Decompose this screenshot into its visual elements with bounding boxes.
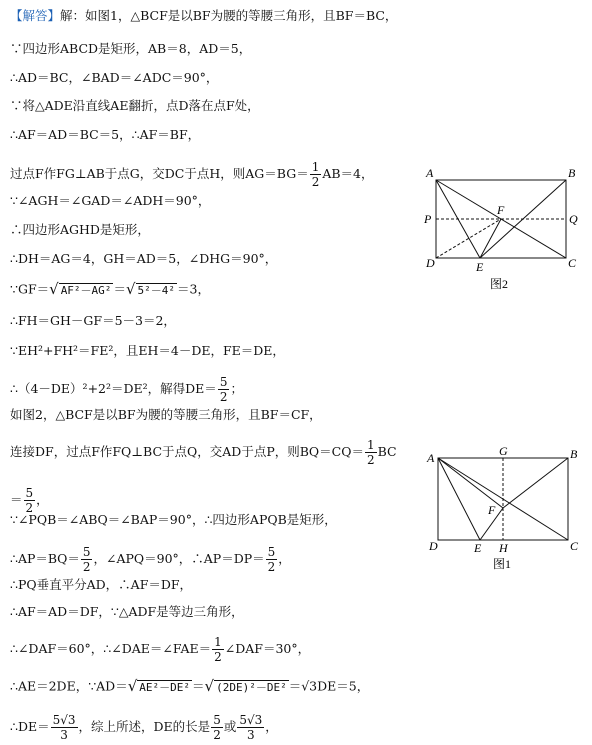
numerator: 5 (267, 545, 276, 559)
line-text: ∴AP＝BQ＝ (10, 551, 80, 566)
line-text: ∴AF＝AD＝DF，∵△ADF是等边三角形， (10, 604, 244, 619)
line-ae (436, 180, 480, 258)
numerator: 1 (214, 635, 222, 649)
line-text: 解：如图1，△BCF是以BF为腰的等腰三角形，且BF＝BC， (60, 8, 398, 23)
label-a: A (426, 166, 434, 180)
numerator: 5√3 (52, 713, 76, 727)
line-text: ∠DAF＝30°， (224, 641, 311, 656)
radical-sign: √ (204, 677, 215, 695)
line-fe-fig1 (480, 508, 503, 540)
solution-line (10, 635, 310, 664)
line-text: ＝√3DE＝5， (288, 678, 370, 694)
line-text: 过点F作FG⊥AB于点G，交DC于点H，则AG＝BG＝ (10, 166, 309, 181)
line-text: ∵四边形ABCD是矩形，AB＝8，AD＝5， (10, 41, 252, 56)
line-text: ＝ (192, 678, 205, 694)
line-ae-fig1 (438, 458, 480, 540)
line-text: ， (36, 492, 49, 507)
solution-line (10, 577, 192, 593)
square-root (128, 678, 192, 696)
label-d: D (426, 256, 435, 270)
line-text: ∴FH＝GH－GF＝5－3＝2， (10, 313, 176, 328)
radicand: AE²－DE² (139, 681, 191, 694)
line-text: ∴AE＝2DE，∵AD＝ (10, 678, 128, 694)
solution-line (10, 160, 374, 189)
radical-sign: √ (49, 280, 59, 298)
square-root (126, 281, 177, 299)
radical-sign: √ (125, 280, 136, 298)
solution-line (10, 98, 260, 114)
denominator: 2 (214, 650, 222, 664)
radicand: AF²－AG² (60, 284, 112, 297)
line-text: ∵∠AGH＝∠GAD＝∠ADH＝90°， (10, 193, 211, 208)
denominator: 2 (366, 453, 375, 467)
fraction (218, 375, 230, 404)
label-a-fig1: A (427, 451, 435, 465)
square-root (205, 678, 289, 696)
line-text: ＝ (10, 492, 23, 507)
solution-line (10, 713, 278, 742)
numerator: 5 (25, 486, 34, 500)
solution-line (10, 343, 285, 359)
label-h-fig1: H (499, 541, 508, 555)
line-text: ∵将△ADE沿直线AE翻折，点D落在点F处， (10, 98, 260, 113)
solution-line (10, 41, 251, 57)
diag-ac-fig1 (438, 458, 568, 540)
denominator: 2 (311, 175, 320, 189)
rect-abcd-fig2 (436, 180, 566, 258)
denominator: 2 (25, 501, 34, 515)
solution-line (10, 281, 210, 299)
solution-line (10, 127, 200, 143)
fraction (266, 545, 278, 574)
line-text: ∴AD＝BC，∠BAD＝∠ADC＝90°， (10, 70, 219, 85)
diag-ac (436, 180, 566, 258)
numerator: 5√3 (239, 713, 263, 727)
denominator: 2 (213, 728, 221, 742)
line-text: ，∠APQ＝90°，∴AP＝DP＝ (93, 551, 265, 566)
fraction (365, 438, 377, 467)
line-text: ，综上所述，DE的长是 (78, 719, 211, 734)
line-text: ∴DE＝ (10, 719, 50, 734)
solution-line (10, 545, 291, 574)
line-df-dashed (436, 219, 501, 258)
numerator: 5 (213, 713, 221, 727)
fraction (310, 160, 322, 189)
solution-line (10, 251, 277, 267)
line-text: ∴（4－DE）²+2²＝DE²，解得DE＝ (10, 381, 217, 396)
label-e: E (476, 260, 484, 274)
line-text: ， (278, 551, 291, 566)
line-text: ∵∠PQB＝∠ABQ＝∠BAP＝90°，∴四边形APQB是矩形， (10, 512, 337, 527)
line-text: ＝ (113, 281, 126, 297)
line-text: 连接DF，过点F作FQ⊥BC于点Q，交AD于点P，则BQ＝CQ＝ (10, 444, 364, 459)
radicand: (2DE)²－DE² (216, 681, 287, 694)
line-text: 如图2，△BCF是以BF为腰的等腰三角形，且BF＝CF， (10, 407, 322, 422)
line-bf-fig1 (503, 458, 568, 508)
label-c-fig1: C (570, 539, 579, 553)
solution-line (10, 222, 150, 238)
label-f-fig1: F (488, 503, 496, 517)
line-text: ∴AF＝AD＝BC＝5，∴AF＝BF， (10, 127, 201, 142)
caption-fig2: 图2 (490, 277, 509, 291)
label-c: C (568, 256, 577, 270)
label-e-fig1: E (474, 541, 482, 555)
numerator: 5 (82, 545, 91, 559)
solution-line (10, 70, 218, 86)
radical-sign: √ (127, 677, 138, 695)
solution-line (10, 512, 337, 528)
fraction (24, 486, 36, 515)
line-af-fig1 (438, 458, 503, 508)
solution-line (10, 193, 210, 209)
rect-abcd-fig1 (438, 458, 568, 540)
solution-line (10, 604, 244, 620)
line-text: ； (230, 381, 243, 396)
line-text: ∴四边形AGHD是矩形， (10, 222, 150, 237)
solution-line (10, 313, 176, 329)
solution-line (10, 438, 397, 467)
label-d-fig1: D (429, 539, 438, 553)
fraction (211, 713, 223, 742)
label-b: B (568, 166, 576, 180)
solution-line (10, 678, 369, 696)
line-text: AB＝4， (322, 166, 374, 181)
fraction (51, 713, 78, 742)
denominator: 2 (267, 560, 276, 574)
numerator: 5 (219, 375, 228, 389)
caption-fig1: 图1 (493, 557, 512, 571)
line-text: 或 (223, 719, 237, 734)
line-text: ∵GF＝ (10, 281, 50, 297)
numerator: 1 (311, 160, 320, 174)
answer-header: 【解答】 (10, 8, 61, 23)
label-b-fig1: B (570, 447, 578, 461)
line-text: BC (377, 444, 397, 459)
line-text: ＝3， (177, 281, 210, 297)
label-g-fig1: G (499, 444, 508, 458)
square-root (49, 281, 113, 299)
line-text: ， (265, 719, 278, 734)
radicand: 5²－4² (137, 284, 176, 297)
solution-line (10, 8, 397, 24)
line-be (480, 180, 566, 258)
fraction (81, 545, 93, 574)
label-p: P (424, 212, 432, 226)
label-q: Q (569, 212, 578, 226)
numerator: 1 (366, 438, 375, 452)
denominator: 2 (82, 560, 91, 574)
denominator: 3 (246, 728, 255, 742)
solution-line (10, 407, 322, 423)
label-f: F (497, 203, 505, 217)
solution-line (10, 486, 49, 515)
fraction (212, 635, 224, 664)
solution-line (10, 375, 243, 404)
line-text: ∴PQ垂直平分AD，∴AF＝DF， (10, 577, 193, 592)
denominator: 3 (60, 728, 68, 742)
denominator: 2 (219, 390, 228, 404)
line-text: ∵EH²+FH²＝FE²，且EH＝4－DE，FE＝DE， (10, 343, 285, 358)
line-fe (480, 219, 501, 258)
fraction (237, 713, 264, 742)
line-text: ∴DH＝AG＝4，GH＝AD＝5，∠DHG＝90°， (10, 251, 278, 266)
line-text: ∴∠DAF＝60°，∴∠DAE＝∠FAE＝ (10, 641, 212, 656)
